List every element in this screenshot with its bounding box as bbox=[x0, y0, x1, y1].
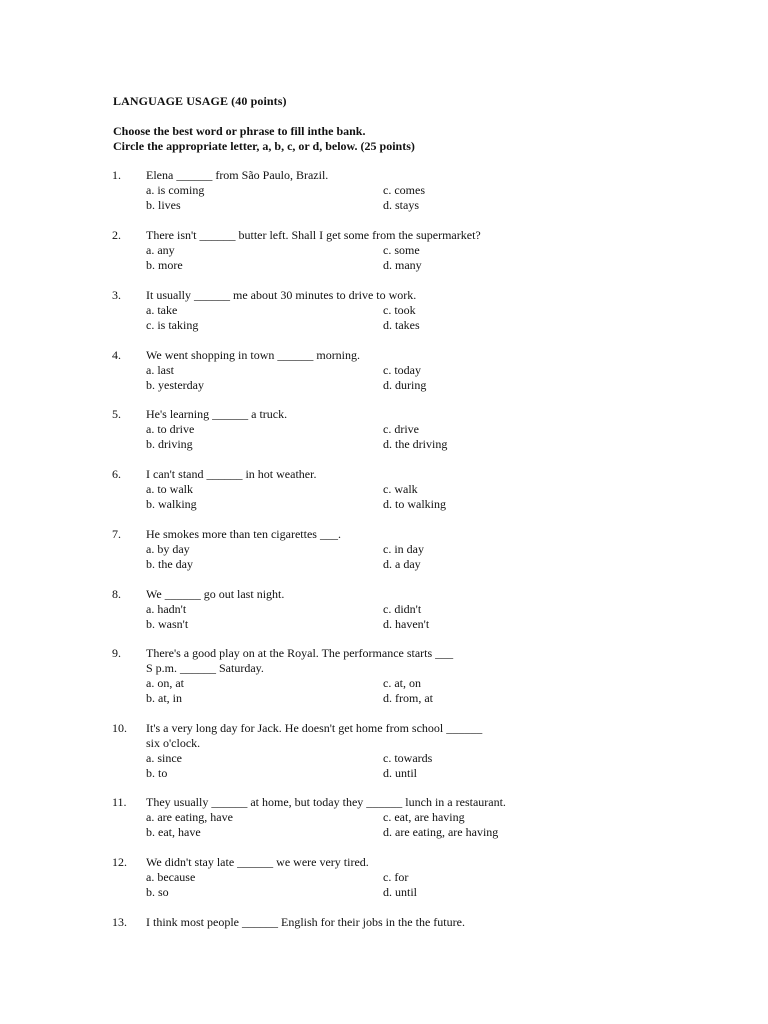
option-b[interactable]: b. walking bbox=[146, 497, 197, 511]
option-a[interactable]: a. is coming bbox=[146, 183, 205, 197]
question-number: 1. bbox=[112, 168, 121, 182]
option-a[interactable]: a. on, at bbox=[146, 676, 184, 690]
question-text: It usually ______ me about 30 minutes to drive to work. bbox=[146, 288, 417, 302]
question-number: 7. bbox=[112, 527, 121, 541]
option-b[interactable]: b. so bbox=[146, 885, 169, 899]
option-a[interactable]: a. since bbox=[146, 751, 182, 765]
question-number: 12. bbox=[112, 855, 127, 869]
option-b[interactable]: b. more bbox=[146, 258, 183, 272]
option-a[interactable]: a. hadn't bbox=[146, 602, 187, 616]
option-a[interactable]: a. any bbox=[146, 243, 175, 257]
question-number: 11. bbox=[112, 795, 127, 809]
option-d[interactable]: d. from, at bbox=[383, 691, 433, 705]
question-text: There isn't ______ butter left. Shall I get some from the supermarket? bbox=[146, 228, 481, 242]
option-c[interactable]: c. drive bbox=[383, 422, 419, 436]
option-a[interactable]: a. to drive bbox=[146, 422, 195, 436]
question-text: We went shopping in town ______ morning. bbox=[146, 348, 361, 362]
option-c[interactable]: c. today bbox=[383, 363, 421, 377]
instruction-line: Circle the appropriate letter, a, b, c, or d, below. (25 points) bbox=[113, 139, 415, 153]
question-number: 5. bbox=[112, 407, 121, 421]
option-d[interactable]: d. to walking bbox=[383, 497, 446, 511]
option-b[interactable]: b. the day bbox=[146, 557, 193, 571]
option-c[interactable]: c. for bbox=[383, 870, 409, 884]
section-title: LANGUAGE USAGE (40 points) bbox=[113, 94, 287, 108]
option-c-alt[interactable]: c. is taking bbox=[146, 318, 199, 332]
option-a[interactable]: a. take bbox=[146, 303, 178, 317]
option-a[interactable]: a. because bbox=[146, 870, 196, 884]
question-number: 9. bbox=[112, 646, 121, 660]
option-d[interactable]: d. haven't bbox=[383, 617, 430, 631]
option-d[interactable]: d. during bbox=[383, 378, 427, 392]
option-b[interactable]: b. yesterday bbox=[146, 378, 204, 392]
question-text: We ______ go out last night. bbox=[146, 587, 285, 601]
option-b[interactable]: b. wasn't bbox=[146, 617, 189, 631]
option-c[interactable]: c. didn't bbox=[383, 602, 422, 616]
question-number: 10. bbox=[112, 721, 127, 735]
option-d[interactable]: d. are eating, are having bbox=[383, 825, 499, 839]
option-c[interactable]: c. comes bbox=[383, 183, 425, 197]
option-a[interactable]: a. by day bbox=[146, 542, 190, 556]
question-text: I can't stand ______ in hot weather. bbox=[146, 467, 317, 481]
option-d[interactable]: d. until bbox=[383, 885, 418, 899]
option-b[interactable]: b. eat, have bbox=[146, 825, 201, 839]
question-text: He's learning ______ a truck. bbox=[146, 407, 288, 421]
option-a[interactable]: a. are eating, have bbox=[146, 810, 233, 824]
option-c[interactable]: c. took bbox=[383, 303, 416, 317]
option-c[interactable]: c. towards bbox=[383, 751, 433, 765]
question-number: 4. bbox=[112, 348, 121, 362]
option-b[interactable]: b. at, in bbox=[146, 691, 182, 705]
option-d[interactable]: d. a day bbox=[383, 557, 421, 571]
option-c[interactable]: c. eat, are having bbox=[383, 810, 465, 824]
question-text: Elena ______ from São Paulo, Brazil. bbox=[146, 168, 329, 182]
option-c[interactable]: c. at, on bbox=[383, 676, 421, 690]
question-number: 8. bbox=[112, 587, 121, 601]
question-number: 2. bbox=[112, 228, 121, 242]
option-b[interactable]: b. to bbox=[146, 766, 168, 780]
question-text: He smokes more than ten cigarettes ___. bbox=[146, 527, 341, 541]
option-c[interactable]: c. in day bbox=[383, 542, 424, 556]
instruction-line: Choose the best word or phrase to fill inthe bank. bbox=[113, 124, 366, 138]
question-text: I think most people ______ English for their jobs in the the future. bbox=[146, 915, 465, 929]
option-b[interactable]: b. driving bbox=[146, 437, 193, 451]
question-text: We didn't stay late ______ we were very tired. bbox=[146, 855, 369, 869]
option-d[interactable]: d. many bbox=[383, 258, 422, 272]
option-d[interactable]: d. takes bbox=[383, 318, 420, 332]
question-number: 6. bbox=[112, 467, 121, 481]
option-c[interactable]: c. walk bbox=[383, 482, 418, 496]
option-a[interactable]: a. to walk bbox=[146, 482, 193, 496]
option-d[interactable]: d. the driving bbox=[383, 437, 448, 451]
option-a[interactable]: a. last bbox=[146, 363, 174, 377]
question-text: They usually ______ at home, but today they ______ lunch in a restaurant. bbox=[146, 795, 506, 809]
instructions bbox=[113, 124, 415, 154]
question-number: 13. bbox=[112, 915, 127, 929]
option-d[interactable]: d. stays bbox=[383, 198, 419, 212]
question-text: It's a very long day for Jack. He doesn't get home from school ______ six o'clock. bbox=[146, 721, 483, 750]
option-d[interactable]: d. until bbox=[383, 766, 418, 780]
option-b[interactable]: b. lives bbox=[146, 198, 181, 212]
question-text: There's a good play on at the Royal. The performance starts ___ S p.m. ______ Saturday. bbox=[146, 646, 454, 675]
option-c[interactable]: c. some bbox=[383, 243, 420, 257]
question-number: 3. bbox=[112, 288, 121, 302]
